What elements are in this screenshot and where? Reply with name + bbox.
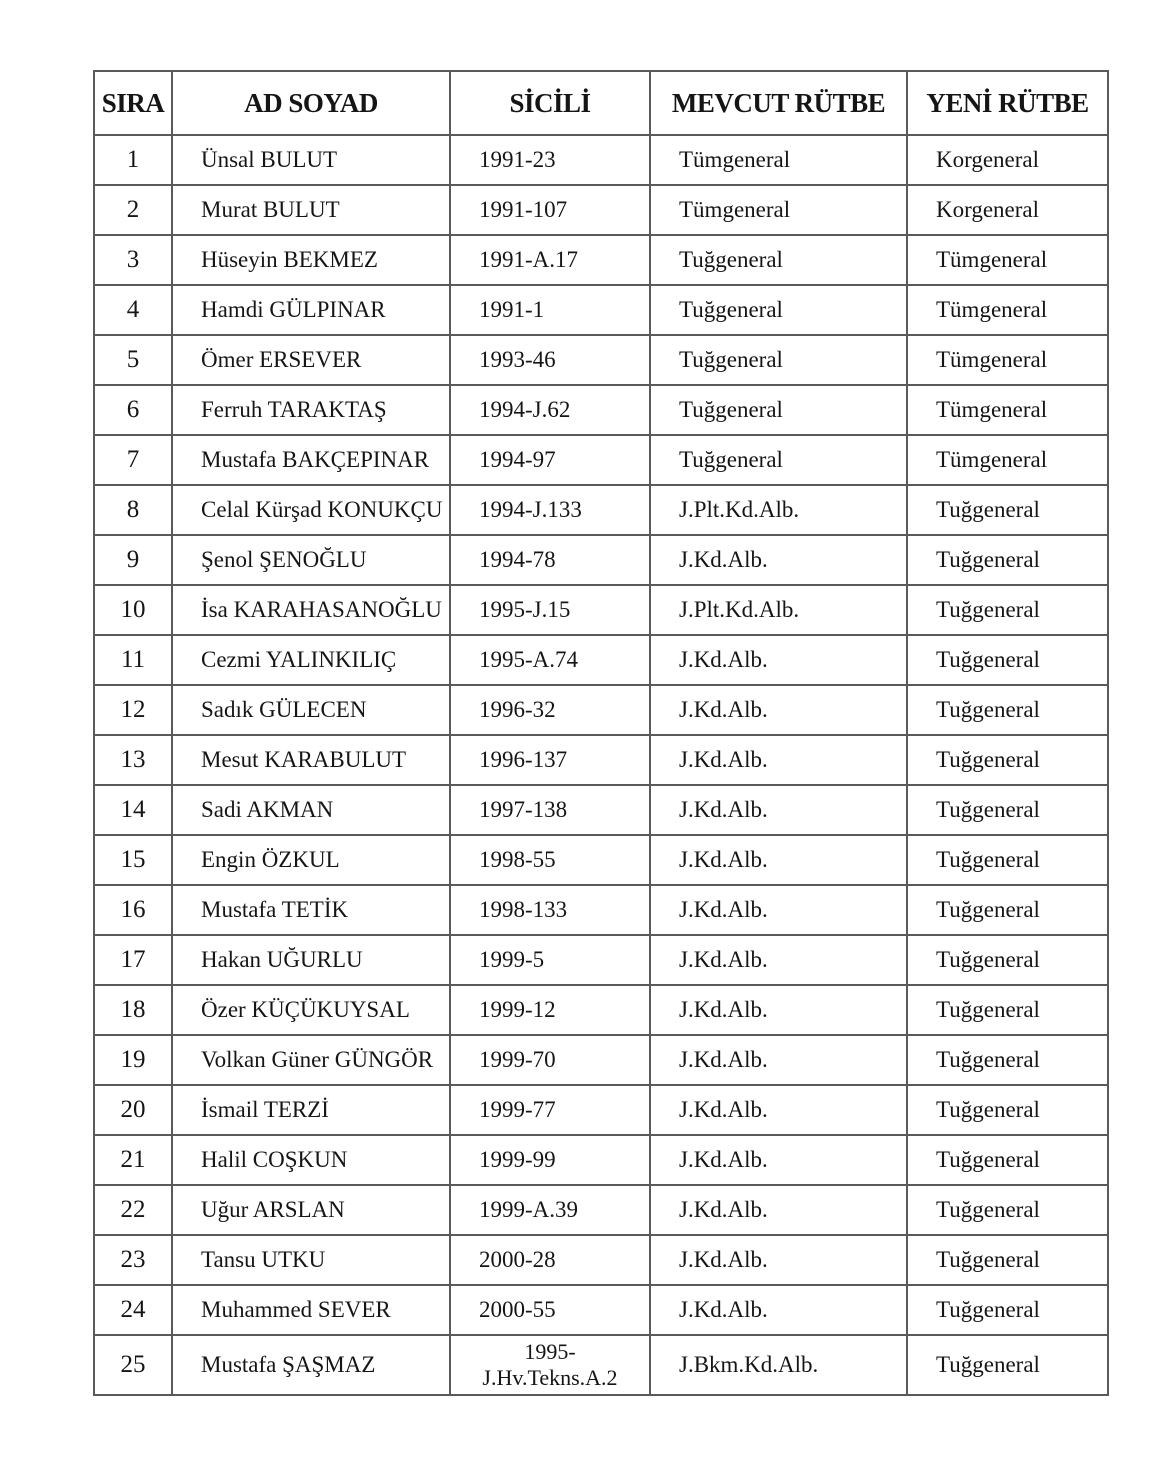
cell-new-rank: Tümgeneral bbox=[907, 285, 1108, 335]
cell-new-rank: Tümgeneral bbox=[907, 235, 1108, 285]
cell-sira: 6 bbox=[94, 385, 172, 435]
cell-sira: 13 bbox=[94, 735, 172, 785]
cell-current-rank: J.Kd.Alb. bbox=[650, 535, 907, 585]
cell-sira: 18 bbox=[94, 985, 172, 1035]
cell-name: Şenol ŞENOĞLU bbox=[172, 535, 450, 585]
cell-current-rank: J.Kd.Alb. bbox=[650, 985, 907, 1035]
cell-sira: 16 bbox=[94, 885, 172, 935]
cell-sira: 19 bbox=[94, 1035, 172, 1085]
cell-registry: 1991-23 bbox=[450, 135, 650, 185]
cell-current-rank: Tuğgeneral bbox=[650, 285, 907, 335]
cell-sira: 4 bbox=[94, 285, 172, 335]
cell-new-rank: Tuğgeneral bbox=[907, 835, 1108, 885]
cell-sira: 12 bbox=[94, 685, 172, 735]
table-row bbox=[94, 385, 1108, 435]
table-row bbox=[94, 1335, 1108, 1395]
table-row bbox=[94, 1185, 1108, 1235]
cell-registry: 1996-137 bbox=[450, 735, 650, 785]
cell-name: Hüseyin BEKMEZ bbox=[172, 235, 450, 285]
cell-current-rank: J.Kd.Alb. bbox=[650, 935, 907, 985]
cell-current-rank: J.Kd.Alb. bbox=[650, 1135, 907, 1185]
cell-registry: 1994-97 bbox=[450, 435, 650, 485]
cell-sira: 24 bbox=[94, 1285, 172, 1335]
cell-name: Sadık GÜLECEN bbox=[172, 685, 450, 735]
cell-registry: 1991-A.17 bbox=[450, 235, 650, 285]
table-row bbox=[94, 185, 1108, 235]
cell-current-rank: J.Kd.Alb. bbox=[650, 685, 907, 735]
cell-sira: 14 bbox=[94, 785, 172, 835]
table-row bbox=[94, 485, 1108, 535]
cell-name: Mustafa ŞAŞMAZ bbox=[172, 1335, 450, 1395]
table-row bbox=[94, 935, 1108, 985]
cell-sira: 25 bbox=[94, 1335, 172, 1395]
cell-current-rank: Tümgeneral bbox=[650, 135, 907, 185]
cell-current-rank: J.Bkm.Kd.Alb. bbox=[650, 1335, 907, 1395]
table-row bbox=[94, 735, 1108, 785]
table-body bbox=[94, 135, 1108, 1395]
cell-registry: 2000-28 bbox=[450, 1235, 650, 1285]
cell-registry: 1995-A.74 bbox=[450, 635, 650, 685]
cell-name: Mesut KARABULUT bbox=[172, 735, 450, 785]
cell-current-rank: J.Kd.Alb. bbox=[650, 885, 907, 935]
cell-registry: 1991-107 bbox=[450, 185, 650, 235]
cell-sira: 15 bbox=[94, 835, 172, 885]
cell-new-rank: Tuğgeneral bbox=[907, 635, 1108, 685]
cell-sira: 8 bbox=[94, 485, 172, 535]
cell-new-rank: Tuğgeneral bbox=[907, 585, 1108, 635]
cell-sira: 9 bbox=[94, 535, 172, 585]
cell-new-rank: Tuğgeneral bbox=[907, 1185, 1108, 1235]
cell-name: İsa KARAHASANOĞLU bbox=[172, 585, 450, 635]
cell-name: Sadi AKMAN bbox=[172, 785, 450, 835]
cell-name: Mustafa TETİK bbox=[172, 885, 450, 935]
cell-new-rank: Korgeneral bbox=[907, 185, 1108, 235]
cell-name: Volkan Güner GÜNGÖR bbox=[172, 1035, 450, 1085]
header-mevcut-rutbe: MEVCUT RÜTBE bbox=[650, 71, 907, 135]
cell-current-rank: J.Kd.Alb. bbox=[650, 735, 907, 785]
table-row bbox=[94, 435, 1108, 485]
cell-registry: 2000-55 bbox=[450, 1285, 650, 1335]
cell-name: Celal Kürşad KONUKÇU bbox=[172, 485, 450, 535]
cell-registry: 1997-138 bbox=[450, 785, 650, 835]
cell-new-rank: Tuğgeneral bbox=[907, 1285, 1108, 1335]
cell-registry: 1994-J.133 bbox=[450, 485, 650, 535]
cell-current-rank: J.Kd.Alb. bbox=[650, 1085, 907, 1135]
table-row bbox=[94, 285, 1108, 335]
cell-registry: 1994-78 bbox=[450, 535, 650, 585]
cell-new-rank: Tuğgeneral bbox=[907, 1085, 1108, 1135]
table-row bbox=[94, 1235, 1108, 1285]
cell-name: Engin ÖZKUL bbox=[172, 835, 450, 885]
cell-new-rank: Tuğgeneral bbox=[907, 785, 1108, 835]
cell-name: Hakan UĞURLU bbox=[172, 935, 450, 985]
cell-name: Tansu UTKU bbox=[172, 1235, 450, 1285]
cell-new-rank: Korgeneral bbox=[907, 135, 1108, 185]
cell-new-rank: Tuğgeneral bbox=[907, 685, 1108, 735]
cell-registry: 1999-A.39 bbox=[450, 1185, 650, 1235]
cell-sira: 5 bbox=[94, 335, 172, 385]
promotion-table bbox=[93, 70, 1109, 1396]
cell-name: Hamdi GÜLPINAR bbox=[172, 285, 450, 335]
table-row bbox=[94, 585, 1108, 635]
cell-registry: 1998-133 bbox=[450, 885, 650, 935]
cell-new-rank: Tuğgeneral bbox=[907, 935, 1108, 985]
header-sicili: SİCİLİ bbox=[450, 71, 650, 135]
cell-name: Cezmi YALINKILIÇ bbox=[172, 635, 450, 685]
cell-name: Mustafa BAKÇEPINAR bbox=[172, 435, 450, 485]
table-row bbox=[94, 835, 1108, 885]
table-row bbox=[94, 685, 1108, 735]
cell-current-rank: J.Kd.Alb. bbox=[650, 1035, 907, 1085]
table-row bbox=[94, 335, 1108, 385]
cell-sira: 7 bbox=[94, 435, 172, 485]
cell-name: Murat BULUT bbox=[172, 185, 450, 235]
cell-new-rank: Tuğgeneral bbox=[907, 985, 1108, 1035]
cell-registry: 1995-J.15 bbox=[450, 585, 650, 635]
cell-new-rank: Tuğgeneral bbox=[907, 885, 1108, 935]
table-row bbox=[94, 985, 1108, 1035]
cell-current-rank: Tuğgeneral bbox=[650, 435, 907, 485]
cell-current-rank: Tuğgeneral bbox=[650, 385, 907, 435]
table-row bbox=[94, 535, 1108, 585]
cell-new-rank: Tümgeneral bbox=[907, 435, 1108, 485]
cell-name: Özer KÜÇÜKUYSAL bbox=[172, 985, 450, 1035]
cell-name: Ömer ERSEVER bbox=[172, 335, 450, 385]
cell-current-rank: J.Kd.Alb. bbox=[650, 835, 907, 885]
cell-registry: 1991-1 bbox=[450, 285, 650, 335]
table-row bbox=[94, 885, 1108, 935]
cell-current-rank: J.Plt.Kd.Alb. bbox=[650, 585, 907, 635]
header-yeni-rutbe: YENİ RÜTBE bbox=[907, 71, 1108, 135]
cell-sira: 17 bbox=[94, 935, 172, 985]
cell-registry: 1999-70 bbox=[450, 1035, 650, 1085]
table-row bbox=[94, 635, 1108, 685]
cell-sira: 22 bbox=[94, 1185, 172, 1235]
cell-name: Ünsal BULUT bbox=[172, 135, 450, 185]
cell-new-rank: Tuğgeneral bbox=[907, 535, 1108, 585]
header-sira: SIRA bbox=[94, 71, 172, 135]
cell-current-rank: J.Kd.Alb. bbox=[650, 1285, 907, 1335]
cell-current-rank: J.Kd.Alb. bbox=[650, 785, 907, 835]
table-row bbox=[94, 1285, 1108, 1335]
cell-sira: 10 bbox=[94, 585, 172, 635]
cell-new-rank: Tuğgeneral bbox=[907, 735, 1108, 785]
cell-current-rank: Tümgeneral bbox=[650, 185, 907, 235]
cell-sira: 3 bbox=[94, 235, 172, 285]
cell-name: Ferruh TARAKTAŞ bbox=[172, 385, 450, 435]
cell-sira: 23 bbox=[94, 1235, 172, 1285]
table-row bbox=[94, 785, 1108, 835]
cell-current-rank: Tuğgeneral bbox=[650, 335, 907, 385]
cell-registry: 1994-J.62 bbox=[450, 385, 650, 435]
cell-sira: 21 bbox=[94, 1135, 172, 1185]
cell-current-rank: Tuğgeneral bbox=[650, 235, 907, 285]
cell-new-rank: Tümgeneral bbox=[907, 335, 1108, 385]
cell-new-rank: Tuğgeneral bbox=[907, 485, 1108, 535]
cell-registry bbox=[450, 1335, 650, 1395]
table-row bbox=[94, 235, 1108, 285]
cell-new-rank: Tuğgeneral bbox=[907, 1335, 1108, 1395]
cell-name: İsmail TERZİ bbox=[172, 1085, 450, 1135]
header-ad-soyad: AD SOYAD bbox=[172, 71, 450, 135]
table-row bbox=[94, 135, 1108, 185]
cell-new-rank: Tuğgeneral bbox=[907, 1135, 1108, 1185]
table-row bbox=[94, 1135, 1108, 1185]
cell-registry: 1998-55 bbox=[450, 835, 650, 885]
cell-registry: 1999-99 bbox=[450, 1135, 650, 1185]
cell-current-rank: J.Plt.Kd.Alb. bbox=[650, 485, 907, 535]
cell-sira: 11 bbox=[94, 635, 172, 685]
cell-new-rank: Tümgeneral bbox=[907, 385, 1108, 435]
table-row bbox=[94, 1085, 1108, 1135]
cell-registry: 1996-32 bbox=[450, 685, 650, 735]
cell-sira: 1 bbox=[94, 135, 172, 185]
cell-current-rank: J.Kd.Alb. bbox=[650, 1235, 907, 1285]
cell-name: Uğur ARSLAN bbox=[172, 1185, 450, 1235]
table-header-row bbox=[94, 71, 1108, 135]
table-row bbox=[94, 1035, 1108, 1085]
cell-current-rank: J.Kd.Alb. bbox=[650, 1185, 907, 1235]
cell-name: Halil COŞKUN bbox=[172, 1135, 450, 1185]
cell-name: Muhammed SEVER bbox=[172, 1285, 450, 1335]
cell-new-rank: Tuğgeneral bbox=[907, 1235, 1108, 1285]
cell-registry-line2: J.Hv.Tekns.A.2 bbox=[482, 1365, 618, 1390]
cell-sira: 2 bbox=[94, 185, 172, 235]
cell-registry: 1999-77 bbox=[450, 1085, 650, 1135]
cell-current-rank: J.Kd.Alb. bbox=[650, 635, 907, 685]
cell-sira: 20 bbox=[94, 1085, 172, 1135]
cell-registry: 1999-5 bbox=[450, 935, 650, 985]
cell-registry: 1999-12 bbox=[450, 985, 650, 1035]
cell-new-rank: Tuğgeneral bbox=[907, 1035, 1108, 1085]
cell-registry-line1: 1995- bbox=[524, 1339, 576, 1364]
cell-registry: 1993-46 bbox=[450, 335, 650, 385]
